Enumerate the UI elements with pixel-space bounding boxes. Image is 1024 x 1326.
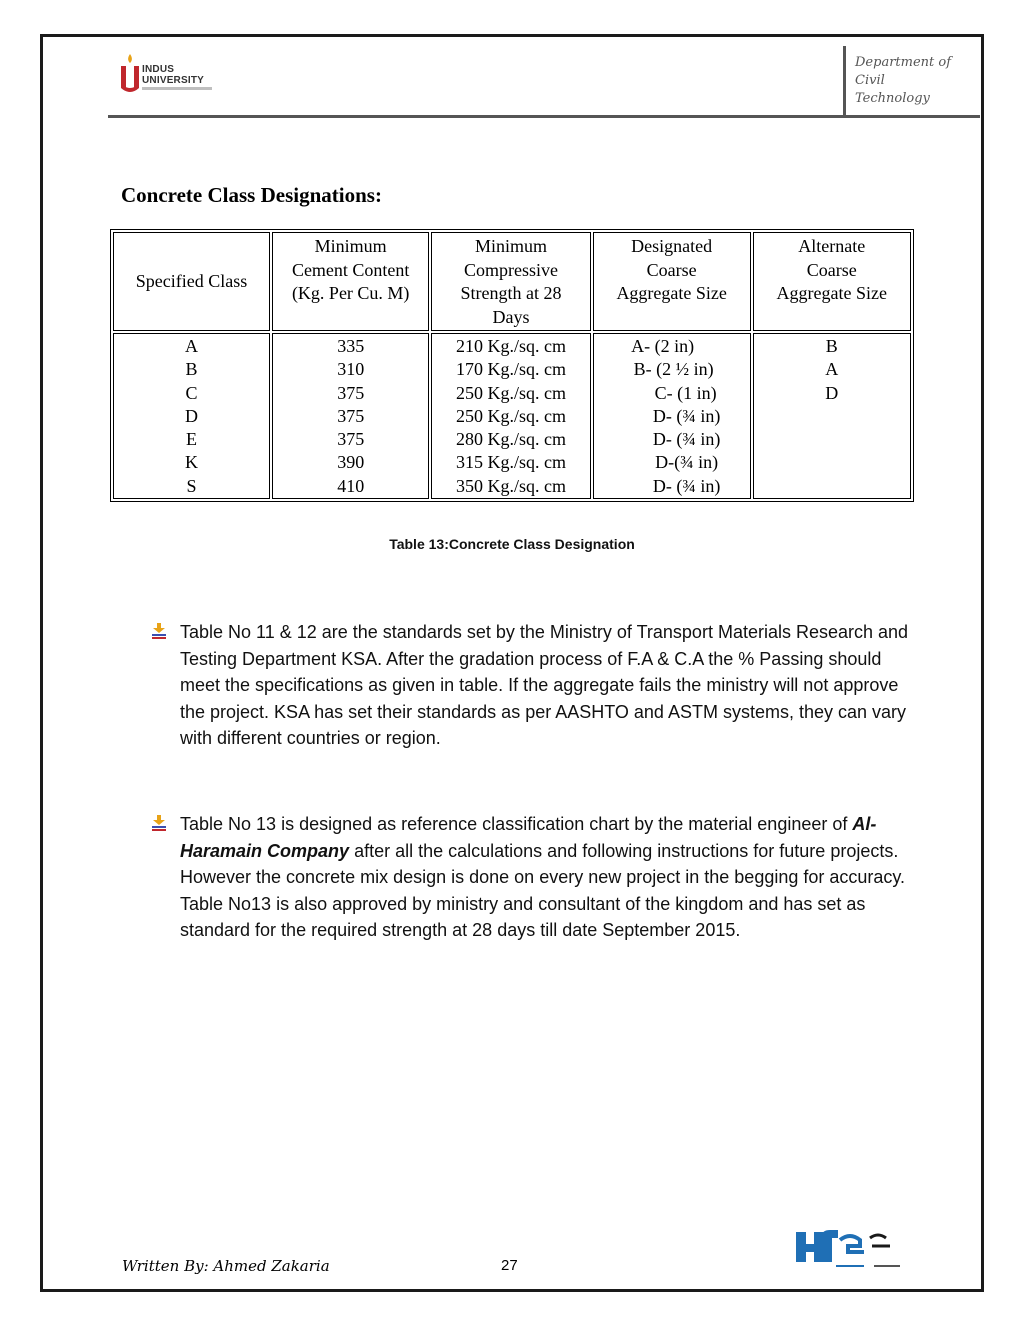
university-emblem-icon: [118, 52, 142, 96]
bullet-text: Table No 13 is designed as reference classification chart by the material engineer of: [180, 814, 853, 834]
indus-university-logo: [118, 52, 218, 96]
department-label: [855, 54, 975, 108]
concrete-class-table: [110, 229, 914, 502]
table-cell: 170 Kg./sq. cm: [456, 359, 567, 380]
table-cell: D-(¾ in): [655, 452, 719, 473]
arrow-bullet-icon: [151, 815, 167, 831]
footer-author: Written By: Ahmed Zakaria: [122, 1257, 330, 1275]
header-text: Designated: [631, 236, 713, 256]
table-cell: 250 Kg./sq. cm: [456, 405, 567, 426]
table-cell: D: [185, 405, 199, 426]
table-cell: A- (2 in): [631, 336, 695, 356]
header-text: Alternate: [798, 236, 866, 256]
table-cell: 375: [337, 382, 365, 403]
header-compressive-strength: [431, 232, 590, 331]
header-spacer: [596, 306, 748, 330]
table-cell: K: [185, 452, 199, 473]
table-cell: A: [185, 336, 199, 356]
bullet-paragraph-1: Table No 11 & 12 are the standards set by the Ministry of Transport Materials Research and Testing Department KSA. After the gradation process of F.A & C.A the % Passing should meet the specifications as given in table. If the aggregate fails the ministry will not approve the project. KSA has set their standards as per AASHTO and ASTM systems, they can vary with different countries or region.: [180, 622, 909, 748]
header-text: Days: [492, 306, 530, 327]
table-cell: 375: [337, 429, 365, 450]
page-number: 27: [501, 1257, 518, 1274]
table-cell: D- (¾ in): [652, 475, 721, 496]
section-title: Concrete Class Designations:: [121, 183, 382, 207]
logo-line-1: INDUS: [142, 64, 175, 75]
table-cell: D- (¾ in): [652, 429, 721, 450]
alternate-column: [753, 333, 911, 499]
header-spacer: [756, 306, 908, 330]
table-cell: 310: [337, 359, 365, 380]
table-cell: B: [185, 359, 198, 380]
table-cell: E: [186, 429, 198, 450]
table-cell: 410: [337, 475, 365, 496]
department-line-2: Civil: [855, 73, 885, 88]
table-cell: C- (1 in): [654, 382, 717, 403]
header-text: (Kg. Per Cu. M): [291, 283, 410, 303]
header-specified-class-text: Specified Class: [135, 271, 248, 292]
header-text: Minimum: [475, 236, 548, 256]
header-text: Minimum: [314, 236, 387, 256]
table-cell: D: [825, 382, 839, 403]
table-cell: 350 Kg./sq. cm: [456, 475, 567, 496]
designated-column: [593, 333, 751, 499]
department-line-3: Technology: [855, 91, 930, 106]
strength-column: [431, 333, 590, 499]
table-cell: 335: [337, 336, 365, 356]
class-column: [113, 333, 270, 499]
header-text: Aggregate Size: [616, 283, 727, 303]
header-spacer: [275, 306, 426, 330]
table-cell: B: [825, 336, 838, 356]
logo-line-2: UNIVERSITY: [142, 75, 205, 86]
al-haramain-company-logo: [792, 1222, 912, 1274]
header-text: Strength at 28: [460, 283, 562, 303]
arrow-bullet-icon: [151, 623, 167, 639]
bullet-paragraph-2: [180, 811, 920, 944]
cement-column: [272, 333, 429, 499]
header-specified-class: [113, 232, 270, 331]
table-header-row: [113, 232, 911, 331]
table-cell: A: [825, 359, 839, 380]
department-line-1: Department of: [855, 55, 952, 70]
table-cell: 315 Kg./sq. cm: [456, 452, 567, 473]
logo-tagline: [142, 87, 212, 90]
table-cell: D- (¾ in): [652, 405, 721, 426]
header-text: Coarse: [646, 259, 697, 280]
header-text: Compressive: [464, 259, 559, 280]
header-divider: [108, 115, 980, 118]
header-vertical-divider: [843, 46, 846, 116]
table-cell: 210 Kg./sq. cm: [456, 336, 567, 356]
table-cell: B- (2 ½ in): [633, 359, 714, 380]
table-cell: 375: [337, 405, 365, 426]
header-text: Coarse: [806, 259, 857, 280]
table-cell: 280 Kg./sq. cm: [456, 429, 567, 450]
bullet-text: after all the calculations and following instructions for future projects. However the concrete mix design is done on every new project in the begging for accuracy. Table No13 is also approved by ministry and consultant of the kingdom and has set as standard for the required strength at 28 days till date September 2015.: [180, 840, 906, 940]
table-cell: S: [186, 475, 197, 496]
header-text: Cement Content: [291, 259, 410, 280]
table-row: [113, 333, 911, 499]
header-text: Aggregate Size: [776, 283, 887, 303]
table-cell: 250 Kg./sq. cm: [456, 382, 567, 403]
header-cement-content: [272, 232, 429, 331]
header-designated-aggregate: [593, 232, 751, 331]
company-name: Al-Haramain Company: [180, 814, 877, 861]
header-alternate-aggregate: [753, 232, 911, 331]
table-caption: Table 13:Concrete Class Designation: [389, 536, 635, 552]
table-cell: C: [185, 382, 198, 403]
table-cell: 390: [337, 452, 365, 473]
